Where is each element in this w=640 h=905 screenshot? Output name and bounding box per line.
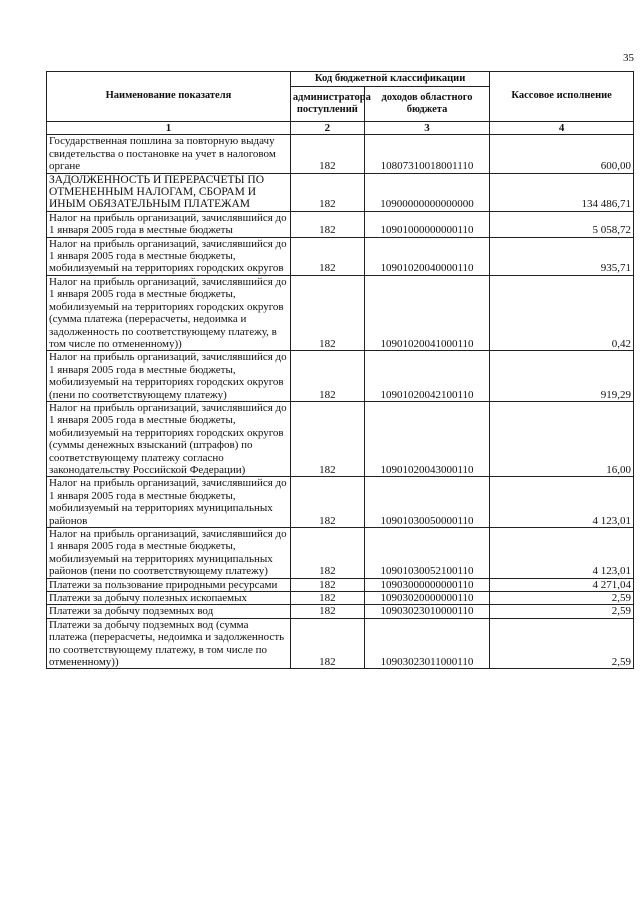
table-row	[47, 401, 634, 476]
table-row	[47, 477, 634, 528]
row-name: Налог на прибыль организаций, зачислявшийся до 1 января 2005 года в местные бюджеты, мобилизуемый на территориях городских округов	[47, 237, 291, 275]
row-amount: 4 123,01	[490, 528, 634, 579]
row-amount: 4 271,04	[490, 578, 634, 591]
header-income-code: доходов областного бюджета	[364, 87, 489, 122]
row-income-code: 10901020041000110	[364, 275, 489, 350]
column-number: 4	[490, 122, 634, 135]
row-income-code: 10901020043000110	[364, 401, 489, 476]
row-admin-code: 182	[290, 135, 364, 173]
row-name: Платежи за добычу подземных вод (сумма платежа (перерасчеты, недоимка и задолженность по соответствующему платежу, в том числе по отмененному))	[47, 618, 291, 669]
row-name: Платежи за добычу подземных вод	[47, 605, 291, 618]
row-admin-code: 182	[290, 211, 364, 237]
row-income-code: 10903023010000110	[364, 605, 489, 618]
row-admin-code: 182	[290, 351, 364, 402]
table-row	[47, 592, 634, 605]
table-row	[47, 211, 634, 237]
table-row	[47, 135, 634, 173]
row-amount: 2,59	[490, 592, 634, 605]
row-amount: 2,59	[490, 605, 634, 618]
column-number: 3	[364, 122, 489, 135]
budget-execution-table	[46, 71, 634, 669]
table-row	[47, 173, 634, 211]
header-admin-code: администратора поступлений	[290, 87, 364, 122]
row-admin-code: 182	[290, 578, 364, 591]
budget-table-container	[46, 71, 634, 669]
row-income-code: 10900000000000000	[364, 173, 489, 211]
row-amount: 2,59	[490, 618, 634, 669]
table-row	[47, 618, 634, 669]
row-income-code: 10903020000000110	[364, 592, 489, 605]
row-amount: 0,42	[490, 275, 634, 350]
row-name: Налог на прибыль организаций, зачислявшийся до 1 января 2005 года в местные бюджеты	[47, 211, 291, 237]
row-amount: 5 058,72	[490, 211, 634, 237]
row-amount: 4 123,01	[490, 477, 634, 528]
column-number: 1	[47, 122, 291, 135]
row-income-code: 10903023011000110	[364, 618, 489, 669]
row-income-code: 10901020042100110	[364, 351, 489, 402]
row-name: Налог на прибыль организаций, зачислявшийся до 1 января 2005 года в местные бюджеты, мобилизуемый на территориях городских округов (сумма платежа (перерасчеты, недоимка и задолженность по соответствующему платежу, в том числе по отмененному))	[47, 275, 291, 350]
row-admin-code: 182	[290, 528, 364, 579]
row-income-code: 10901020040000110	[364, 237, 489, 275]
table-row	[47, 275, 634, 350]
row-name: Платежи за добычу полезных ископаемых	[47, 592, 291, 605]
row-income-code: 10901000000000110	[364, 211, 489, 237]
row-name: Государственная пошлина за повторную выдачу свидетельства о постановке на учет в налоговом органе	[47, 135, 291, 173]
row-amount: 600,00	[490, 135, 634, 173]
table-row	[47, 528, 634, 579]
row-amount: 134 486,71	[490, 173, 634, 211]
table-row	[47, 605, 634, 618]
table-header	[47, 72, 634, 135]
row-amount: 935,71	[490, 237, 634, 275]
row-admin-code: 182	[290, 592, 364, 605]
table-row	[47, 578, 634, 591]
header-cash-execution: Кассовое исполнение	[490, 72, 634, 122]
table-row	[47, 237, 634, 275]
row-income-code: 10901030052100110	[364, 528, 489, 579]
row-income-code: 10901030050000110	[364, 477, 489, 528]
row-name: Платежи за пользование природными ресурсами	[47, 578, 291, 591]
row-admin-code: 182	[290, 237, 364, 275]
table-row	[47, 351, 634, 402]
row-admin-code: 182	[290, 401, 364, 476]
row-name: Налог на прибыль организаций, зачислявшийся до 1 января 2005 года в местные бюджеты, мобилизуемый на территориях городских округов (пени по соответствующему платежу)	[47, 351, 291, 402]
table-body	[47, 135, 634, 669]
row-admin-code: 182	[290, 618, 364, 669]
row-income-code: 10903000000000110	[364, 578, 489, 591]
row-amount: 16,00	[490, 401, 634, 476]
header-budget-code-group: Код бюджетной классификации	[290, 72, 489, 87]
row-income-code: 10807310018001110	[364, 135, 489, 173]
row-admin-code: 182	[290, 477, 364, 528]
column-number: 2	[290, 122, 364, 135]
row-name: Налог на прибыль организаций, зачислявшийся до 1 января 2005 года в местные бюджеты, мобилизуемый на территориях муниципальных районов	[47, 477, 291, 528]
header-indicator-name: Наименование показателя	[47, 72, 291, 122]
row-admin-code: 182	[290, 173, 364, 211]
row-name: Налог на прибыль организаций, зачислявшийся до 1 января 2005 года в местные бюджеты, мобилизуемый на территориях муниципальных районов (пени по соответствующему платежу)	[47, 528, 291, 579]
row-amount: 919,29	[490, 351, 634, 402]
page-number: 35	[623, 52, 634, 64]
row-admin-code: 182	[290, 275, 364, 350]
row-admin-code: 182	[290, 605, 364, 618]
row-name: ЗАДОЛЖЕННОСТЬ И ПЕРЕРАСЧЕТЫ ПО ОТМЕНЕННЫМ НАЛОГАМ, СБОРАМ И ИНЫМ ОБЯЗАТЕЛЬНЫМ ПЛАТЕЖАМ	[47, 173, 291, 211]
row-name: Налог на прибыль организаций, зачислявшийся до 1 января 2005 года в местные бюджеты, мобилизуемый на территориях городских округов (суммы денежных взысканий (штрафов) по соответствующему платежу согласно законодательству Российской Федерации)	[47, 401, 291, 476]
